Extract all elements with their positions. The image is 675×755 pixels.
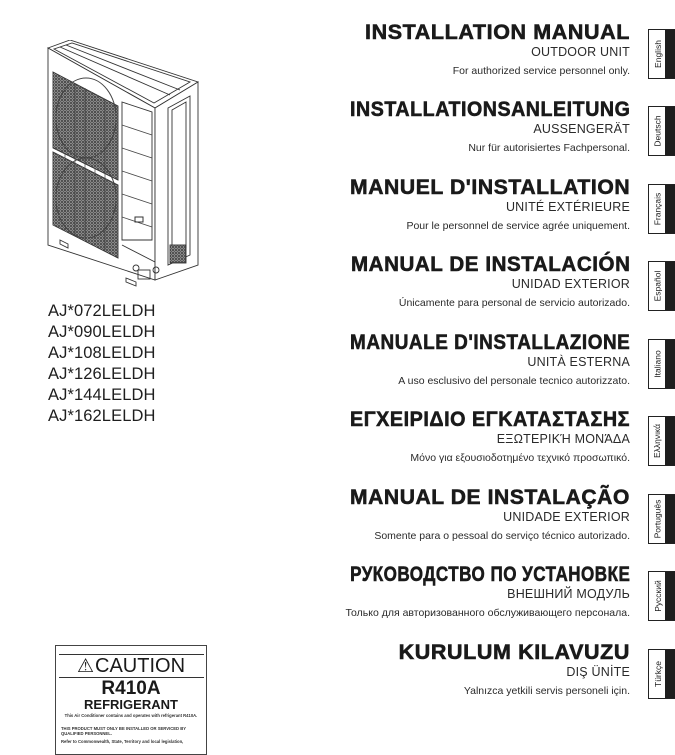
outdoor-unit-illustration — [20, 40, 210, 290]
model-number: AJ*090LELDH — [48, 323, 156, 341]
caution-heading — [56, 655, 206, 678]
section-subtitle: UNIDADE EXTERIOR — [503, 510, 630, 524]
section-note: Pour le personnel de service agrée uniquement. — [406, 220, 630, 232]
caution-text: CAUTION — [95, 655, 186, 677]
section-title: РУКОВОДСТВО ПО УСТАНОВКЕ — [349, 562, 630, 586]
section-english — [330, 20, 675, 92]
tab-label: English — [652, 40, 663, 68]
tab-label: Português — [652, 499, 663, 539]
section-note: Только для авторизованного обслуживающего персонала. — [345, 607, 630, 619]
section-subtitle: ΕΞΩΤΕΡΙΚΉ ΜΟΝΆΔΑ — [496, 432, 630, 446]
language-tab-francais — [648, 184, 675, 234]
caution-label — [55, 645, 207, 755]
language-tab-turkce — [648, 649, 675, 699]
tab-bar — [665, 30, 675, 78]
section-subtitle: ВНЕШНИЙ МОДУЛЬ — [507, 587, 630, 601]
section-note: Yalnızca yetkili servis personeli için. — [463, 685, 630, 697]
caution-line-3: Refer to Commonwealth, State, Territory and local legislation, — [61, 739, 184, 744]
language-tab-italiano — [648, 339, 675, 389]
tab-bar — [665, 495, 675, 543]
language-tab-ellinika — [648, 416, 675, 466]
model-list — [48, 301, 156, 427]
section-note: Somente para o pessoal do serviço técnico autorizado. — [374, 530, 630, 542]
section-note: Únicamente para personal de servicio autorizado. — [398, 297, 630, 309]
tab-bar — [665, 107, 675, 155]
language-sections — [330, 0, 675, 750]
tab-bar — [665, 262, 675, 310]
tab-bar — [665, 417, 675, 465]
tab-bar — [665, 572, 675, 620]
section-title: INSTALLATIONSANLEITUNG — [349, 97, 630, 121]
section-russkiy — [330, 562, 675, 634]
section-francais — [330, 175, 675, 247]
tab-label: Türkçe — [652, 661, 663, 687]
model-number: AJ*108LELDH — [48, 344, 156, 362]
caution-line-2: THIS PRODUCT MUST ONLY BE INSTALLED OR SERVICED BY QUALIFIED PERSONNEL. — [61, 726, 186, 736]
tab-bar — [665, 185, 675, 233]
section-title: ΕΓΧΕΙΡΙΔΙΟ ΕΓΚΑΤΑΣΤΑΣΗΣ — [349, 407, 630, 431]
language-tab-deutsch — [648, 106, 675, 156]
tab-label: Ελληνικά — [652, 423, 663, 459]
section-espanol — [330, 252, 675, 324]
section-subtitle: DIŞ ÜNİTE — [566, 665, 630, 679]
section-title: MANUALE D'INSTALLAZIONE — [349, 330, 630, 354]
tab-label: Русский — [652, 580, 663, 612]
tab-label: Deutsch — [652, 115, 663, 147]
section-portugues — [330, 485, 675, 557]
section-note: A uso esclusivo del personale tecnico autorizzato. — [398, 375, 630, 387]
section-note: Μόνο για εξουσιοδοτημένο τεχνικό προσωπικό. — [410, 452, 630, 464]
section-deutsch — [330, 97, 675, 169]
section-note: Nur für autorisiertes Fachpersonal. — [468, 142, 630, 154]
tab-label: Italiano — [652, 350, 663, 378]
model-number: AJ*162LELDH — [48, 407, 156, 425]
section-title: MANUAL DE INSTALAÇÃO — [350, 485, 630, 509]
warning-triangle-icon: ⚠ — [76, 656, 95, 677]
language-tab-espanol — [648, 261, 675, 311]
language-tab-russkiy — [648, 571, 675, 621]
section-subtitle: UNITÀ ESTERNA — [527, 355, 630, 369]
model-number: AJ*144LELDH — [48, 386, 156, 404]
section-note: For authorized service personnel only. — [452, 65, 630, 77]
section-title: KURULUM KILAVUZU — [398, 640, 630, 664]
section-italiano — [330, 330, 675, 402]
section-subtitle: UNIDAD EXTERIOR — [511, 277, 630, 291]
caution-line-1: This Air Conditioner contains and operates with refrigerant R410A. — [64, 713, 198, 718]
section-ellinika — [330, 407, 675, 479]
section-turkce — [330, 640, 675, 712]
section-subtitle: AUSSENGERÄT — [533, 122, 630, 136]
section-title: MANUAL DE INSTALACIÓN — [350, 252, 630, 276]
model-number: AJ*072LELDH — [48, 302, 156, 320]
tab-label: Español — [652, 270, 663, 302]
model-number: AJ*126LELDH — [48, 365, 156, 383]
refrigerant-word: REFRIGERANT — [84, 697, 178, 712]
language-tab-english — [648, 29, 675, 79]
refrigerant-code: R410A — [101, 678, 161, 699]
section-subtitle: UNITÉ EXTÉRIEURE — [505, 200, 630, 214]
tab-label: Français — [652, 192, 663, 226]
tab-bar — [665, 340, 675, 388]
section-subtitle: OUTDOOR UNIT — [531, 45, 630, 59]
tab-bar — [665, 650, 675, 698]
section-title: MANUEL D'INSTALLATION — [349, 175, 630, 199]
language-tab-portugues — [648, 494, 675, 544]
section-title: INSTALLATION MANUAL — [365, 20, 630, 44]
